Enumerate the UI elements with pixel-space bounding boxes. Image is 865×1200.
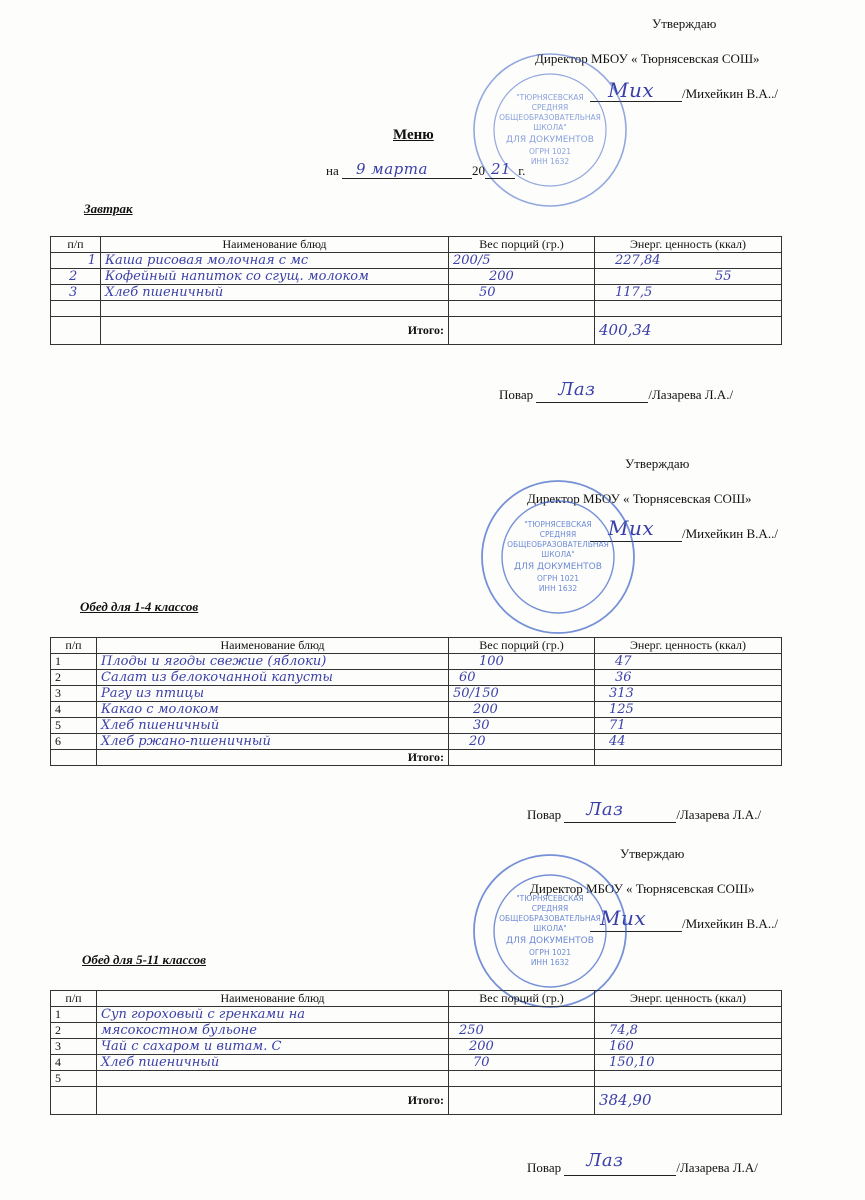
total-value: 384,90: [595, 1087, 782, 1115]
dish-energy: 125: [595, 702, 782, 718]
section-heading-lunch-1-4: Обед для 1-4 классов: [80, 599, 199, 614]
table-header-row: [51, 638, 782, 654]
dish-energy: [595, 1007, 782, 1023]
cook-signature-line-2: [527, 799, 762, 823]
dish-name: мясокостном бульоне: [97, 1023, 449, 1039]
row-number: 2: [51, 1023, 97, 1039]
svg-text:СРЕДНЯЯ: СРЕДНЯЯ: [531, 904, 569, 913]
dish-weight: [449, 301, 595, 317]
section-heading-lunch-5-11: Обед для 5-11 классов: [82, 952, 206, 967]
director-signature-1: Мих: [590, 86, 682, 102]
dish-energy: 71: [595, 718, 782, 734]
dish-weight: 200/5: [449, 253, 595, 269]
dish-name: [101, 301, 449, 317]
table-row: [51, 1055, 782, 1071]
dish-name: Хлеб пшеничный: [97, 1055, 449, 1071]
dish-weight: 200: [449, 702, 595, 718]
dish-energy: [595, 301, 782, 317]
table-row: [51, 654, 782, 670]
dish-energy: [595, 1071, 782, 1087]
breakfast-table: [50, 236, 782, 345]
cook-signature-line-1: [499, 379, 734, 403]
col-header-number: п/п: [51, 991, 97, 1007]
dish-weight: 200: [449, 1039, 595, 1055]
svg-text:ОГРН 1021: ОГРН 1021: [536, 574, 580, 583]
dish-energy: 150,10: [595, 1055, 782, 1071]
lunch-1-4-table: [50, 637, 782, 766]
dish-name: Какао с молоком: [97, 702, 449, 718]
col-header-dish: Наименование блюд: [101, 237, 449, 253]
dish-name: Хлеб ржано-пшеничный: [97, 734, 449, 750]
dish-energy: 74,8: [595, 1023, 782, 1039]
row-number: 6: [51, 734, 97, 750]
svg-text:ОГРН 1021: ОГРН 1021: [528, 948, 572, 957]
total-label: Итого:: [101, 317, 449, 345]
svg-text:ШКОЛА": ШКОЛА": [533, 123, 567, 132]
dish-name: Хлеб пшеничный: [97, 718, 449, 734]
lunch-5-11-table: [50, 990, 782, 1115]
cook-name-2: /Лазарева Л.А./: [676, 807, 762, 822]
row-number: 4: [51, 702, 97, 718]
total-value: 400,34: [595, 317, 782, 345]
dish-name: Плоды и ягоды свежие (яблоки): [97, 654, 449, 670]
svg-text:ИНН 1632: ИНН 1632: [530, 958, 570, 967]
dish-energy: 47: [595, 654, 782, 670]
svg-text:ИНН 1632: ИНН 1632: [530, 157, 570, 166]
svg-text:"ТЮРНЯСЕВСКАЯ: "ТЮРНЯСЕВСКАЯ: [516, 93, 584, 102]
dish-energy: 36: [595, 670, 782, 686]
dish-name: Чай с сахаром и витам. С: [97, 1039, 449, 1055]
dish-name: [97, 1071, 449, 1087]
dish-name: Хлеб пшеничный: [101, 285, 449, 301]
cook-label-1: Повар: [499, 387, 534, 402]
date-year: 21: [490, 160, 512, 178]
cook-signature-1: Лаз: [536, 387, 648, 403]
menu-date: [326, 160, 526, 179]
total-value: [595, 750, 782, 766]
row-number: 1: [51, 253, 101, 269]
row-number: 3: [51, 686, 97, 702]
col-header-number: п/п: [51, 638, 97, 654]
svg-text:ОГРН 1021: ОГРН 1021: [528, 147, 572, 156]
col-header-energy: Энерг. ценность (ккал): [595, 991, 782, 1007]
dish-energy: 313: [595, 686, 782, 702]
table-row: [51, 1023, 782, 1039]
table-row: [51, 718, 782, 734]
cook-signature-2: Лаз: [564, 807, 676, 823]
director-name-1: /Михейкин В.А../: [682, 86, 778, 101]
dish-energy: 117,5: [595, 285, 782, 301]
row-number: 1: [51, 654, 97, 670]
svg-text:ДЛЯ ДОКУМЕНТОВ: ДЛЯ ДОКУМЕНТОВ: [514, 562, 602, 572]
table-row: [51, 301, 782, 317]
school-stamp-2: [478, 477, 638, 637]
director-title-2: Директор МБОУ « Тюрнясевская СОШ»: [527, 491, 752, 506]
dish-name: Каша рисовая молочная с мс: [101, 253, 449, 269]
svg-text:ОБЩЕОБРАЗОВАТЕЛЬНАЯ: ОБЩЕОБРАЗОВАТЕЛЬНАЯ: [507, 540, 609, 549]
col-header-weight: Вес порций (гр.): [449, 991, 595, 1007]
row-number: [51, 301, 101, 317]
table-row: [51, 702, 782, 718]
dish-weight: 100: [449, 654, 595, 670]
cook-name-3: /Лазарева Л.А/: [676, 1160, 758, 1175]
date-suffix: г.: [518, 163, 526, 178]
svg-text:"ТЮРНЯСЕВСКАЯ: "ТЮРНЯСЕВСКАЯ: [516, 894, 584, 903]
dish-weight: 50/150: [449, 686, 595, 702]
svg-text:"ТЮРНЯСЕВСКАЯ: "ТЮРНЯСЕВСКАЯ: [524, 520, 592, 529]
total-row: [51, 1087, 782, 1115]
row-number: 4: [51, 1055, 97, 1071]
date-day-month: 9 марта: [355, 160, 428, 178]
director-signature-2: Мих: [590, 526, 682, 542]
dish-energy: 44: [595, 734, 782, 750]
row-number: 2: [51, 269, 101, 285]
dish-name: Салат из белокочанной капусты: [97, 670, 449, 686]
svg-text:ОБЩЕОБРАЗОВАТЕЛЬНАЯ: ОБЩЕОБРАЗОВАТЕЛЬНАЯ: [499, 914, 601, 923]
table-row: [51, 1007, 782, 1023]
director-name-3: /Михейкин В.А../: [682, 916, 778, 931]
school-stamp-1: [470, 50, 630, 210]
total-row: [51, 317, 782, 345]
col-header-number: п/п: [51, 237, 101, 253]
svg-text:ШКОЛА": ШКОЛА": [541, 550, 575, 559]
svg-text:СРЕДНЯЯ: СРЕДНЯЯ: [539, 530, 577, 539]
table-row: [51, 285, 782, 301]
dish-name: Суп гороховый с гренками на: [97, 1007, 449, 1023]
dish-weight: 70: [449, 1055, 595, 1071]
director-name-2: /Михейкин В.А../: [682, 526, 778, 541]
approve-label-1: Утверждаю: [652, 16, 717, 31]
cook-name-1: /Лазарева Л.А./: [648, 387, 734, 402]
table-row: [51, 253, 782, 269]
table-header-row: [51, 237, 782, 253]
director-title-1: Директор МБОУ « Тюрнясевская СОШ»: [535, 51, 760, 66]
dish-name: Кофейный напиток со сгущ. молоком: [101, 269, 449, 285]
dish-energy: 227,84: [595, 253, 782, 269]
table-row: [51, 670, 782, 686]
table-header-row: [51, 991, 782, 1007]
table-row: [51, 269, 782, 285]
dish-weight: [449, 1071, 595, 1087]
page-title: Меню: [393, 127, 434, 143]
approve-label-2: Утверждаю: [625, 456, 690, 471]
row-number: 1: [51, 1007, 97, 1023]
section-heading-breakfast: Завтрак: [84, 201, 133, 216]
table-row: [51, 1039, 782, 1055]
svg-text:СРЕДНЯЯ: СРЕДНЯЯ: [531, 103, 569, 112]
svg-text:ИНН 1632: ИНН 1632: [538, 584, 578, 593]
svg-text:ДЛЯ ДОКУМЕНТОВ: ДЛЯ ДОКУМЕНТОВ: [506, 936, 594, 946]
dish-weight: 30: [449, 718, 595, 734]
cook-label-3: Повар: [527, 1160, 562, 1175]
table-row: [51, 686, 782, 702]
cook-signature-3: Лаз: [564, 1160, 676, 1176]
col-header-energy: Энерг. ценность (ккал): [595, 638, 782, 654]
table-row: [51, 1071, 782, 1087]
date-prefix: на: [326, 163, 339, 178]
svg-text:ОБЩЕОБРАЗОВАТЕЛЬНАЯ: ОБЩЕОБРАЗОВАТЕЛЬНАЯ: [499, 113, 601, 122]
row-number: 5: [51, 1071, 97, 1087]
cook-label-2: Повар: [527, 807, 562, 822]
col-header-energy: Энерг. ценность (ккал): [595, 237, 782, 253]
total-label: Итого:: [97, 1087, 449, 1115]
row-number: 5: [51, 718, 97, 734]
cook-signature-line-3: [527, 1150, 758, 1176]
dish-weight: 200: [449, 269, 595, 285]
row-number: 3: [51, 285, 101, 301]
dish-weight: 60: [449, 670, 595, 686]
approve-label-3: Утверждаю: [620, 846, 685, 861]
date-year-prefix: 20: [471, 163, 485, 178]
dish-weight: [449, 1007, 595, 1023]
dish-weight: 20: [449, 734, 595, 750]
total-label: Итого:: [97, 750, 449, 766]
dish-weight: 250: [449, 1023, 595, 1039]
col-header-dish: Наименование блюд: [97, 991, 449, 1007]
director-title-3: Директор МБОУ « Тюрнясевская СОШ»: [530, 881, 755, 896]
director-signature-3: Мих: [590, 916, 682, 932]
school-stamp-3: [470, 851, 630, 1011]
total-row: [51, 750, 782, 766]
dish-energy: 55: [595, 269, 782, 285]
dish-energy: 160: [595, 1039, 782, 1055]
col-header-weight: Вес порций (гр.): [449, 237, 595, 253]
table-row: [51, 734, 782, 750]
row-number: 2: [51, 670, 97, 686]
col-header-weight: Вес порций (гр.): [449, 638, 595, 654]
svg-text:ШКОЛА": ШКОЛА": [533, 924, 567, 933]
date-year-field: [485, 160, 515, 179]
date-day-month-field: [342, 160, 472, 179]
svg-text:ДЛЯ ДОКУМЕНТОВ: ДЛЯ ДОКУМЕНТОВ: [506, 135, 594, 145]
col-header-dish: Наименование блюд: [97, 638, 449, 654]
dish-name: Рагу из птицы: [97, 686, 449, 702]
dish-weight: 50: [449, 285, 595, 301]
row-number: 3: [51, 1039, 97, 1055]
